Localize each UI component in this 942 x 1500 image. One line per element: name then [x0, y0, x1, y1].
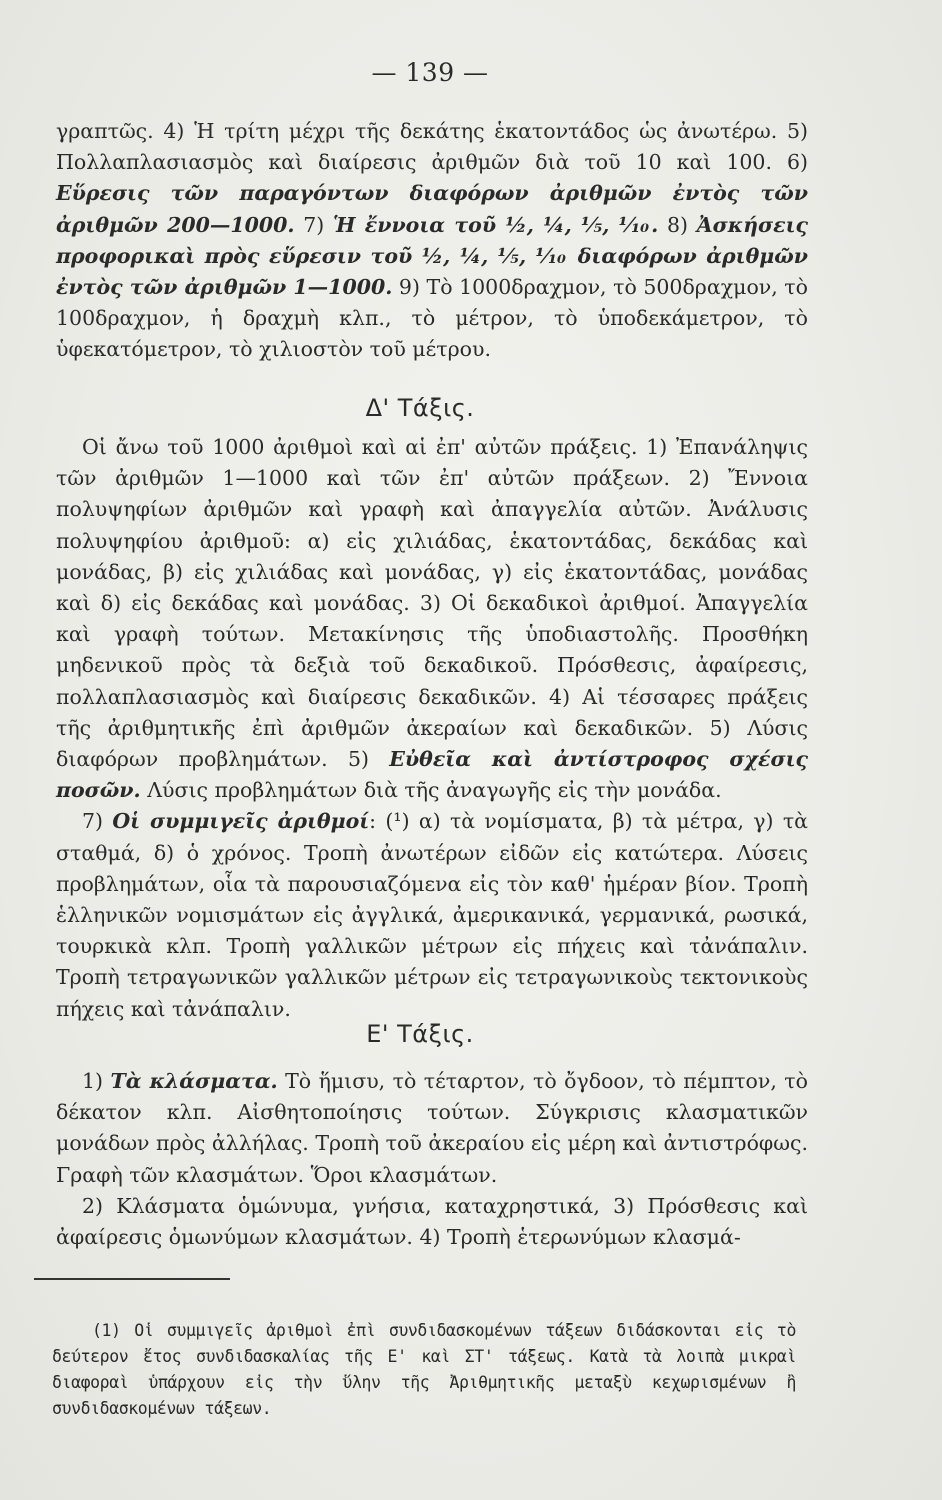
section-e-body: [56, 1066, 808, 1253]
paragraph: [56, 806, 808, 1024]
text-run: : (¹) α) τὰ νομίσματα, β) τὰ μέτρα, γ) τὰ σταθμά, δ) ὁ χρόνος. Τροπὴ ἀνωτέρων εἰδῶν εἰς κατώτερα. Λύσεις προβλημάτων, οἷα τὰ παρουσιαζόμενα εἰς τὸν καθ' ἡμέραν βίον. Τροπὴ ἑλληνικῶν νομισμάτων εἰς ἀγγλικά, ἀμερικανικά, γερμανικά, ρωσικά, τουρκικὰ κλπ. Τροπὴ γαλλικῶν μέτρων εἰς πήχεις καὶ τἀνάπαλιν. Τροπὴ τετραγωνικῶν γαλλικῶν μέτρων εἰς τετραγωνικοὺς τεκτονικοὺς πήχεις καὶ τἀνάπαλιν.: [56, 809, 808, 1021]
italic-run: Ἀσκήσεις προφορικαὶ πρὸς εὕρεσιν τοῦ ½, ¼, ⅕, ⅒ διαφόρων ἀριθμῶν ἐντὸς τῶν ἀριθμῶν 1—1000.: [56, 212, 809, 300]
section-c-continuation: [56, 116, 808, 366]
paragraph: [56, 432, 808, 806]
footnote-text: (1) Οἱ συμμιγεῖς ἀριθμοὶ ἐπὶ συνδιδασκομένων τάξεων διδάσκονται εἰς τὸ δεύτερον ἔτος συνδιδασκαλίας τῆς Ε' καὶ ΣΤ' τάξεως. Κατὰ τὰ λοιπὰ μικραὶ διαφοραὶ ὑπάρχουν εἰς τὴν ὕλην τῆς Ἀριθμητικῆς μεταξὺ κεχωρισμένων ἢ συνδιδασκομένων τάξεων.: [52, 1321, 796, 1418]
footnote-separator: [34, 1278, 230, 1280]
text-run: Οἱ ἄνω τοῦ 1000 ἀριθμοὶ καὶ αἱ ἐπ' αὐτῶν πράξεις. 1) Ἐπανάληψις τῶν ἀριθμῶν 1—1000 καὶ τῶν ἐπ' αὐτῶν πράξεων. 2) Ἔννοια πολυψηφίων ἀριθμῶν καὶ γραφὴ καὶ ἀπαγγελία αὐτῶν. Ἀνάλυσις πολυψηφίου ἀριθμοῦ: α) εἰς χιλιάδας, ἑκατοντάδας, δεκάδας καὶ μονάδας, β) εἰς χιλιάδας καὶ μονάδας, γ) εἰς ἑκατοντάδας, μονάδας καὶ δ) εἰς δεκάδας καὶ μονάδας. 3) Οἱ δεκαδικοὶ ἀριθμοί. Ἀπαγγελία καὶ γραφὴ τούτων. Μετακίνησις τῆς ὑποδιαστολῆς. Προσθήκη μηδενικοῦ πρὸς τὰ δεξιὰ τοῦ δεκαδικοῦ. Πρόσθεσις, ἀφαίρεσις, πολλαπλασιασμὸς καὶ διαίρεσις δεκαδικῶν. 4) Αἱ τέσσαρες πράξεις τῆς ἀριθμητικῆς ἐπὶ ἀριθμῶν ἀκεραίων καὶ δεκαδικῶν. 5) Λύσις διαφόρων προβλημάτων. 5): [56, 435, 808, 772]
text-run: 7): [294, 212, 334, 237]
text-run: 9) Τὸ 1000δραχμον, τὸ 500δραχμον, τὸ 100δραχμον, ἡ δραχμὴ κλπ., τὸ μέτρον, τὸ ὑποδεκάμετρον, τὸ ὑφεκατόμετρον, τὸ χιλιοστὸν τοῦ μέτρου.: [56, 275, 808, 362]
section-heading-d: Δ' Τάξις.: [365, 394, 475, 422]
paragraph: [56, 1066, 808, 1191]
text-run: 1): [82, 1069, 111, 1093]
text-run: γραπτῶς. 4) Ἡ τρίτη μέχρι τῆς δεκάτης ἑκατοντάδος ὡς ἀνωτέρω. 5) Πολλαπλασιασμὸς καὶ διαίρεσις ἀριθμῶν διὰ τοῦ 10 καὶ 100. 6): [56, 119, 808, 175]
text-run: 8): [658, 212, 697, 237]
italic-run: Τὰ κλάσματα.: [110, 1069, 278, 1093]
text-run: Τὸ ἥμισυ, τὸ τέταρτον, τὸ ὄγδοον, τὸ πέμπτον, τὸ δέκατον κλπ. Αἰσθητοποίησις τούτων. Σύγκρισις κλασματικῶν μονάδων πρὸς ἀλλήλας. Τροπὴ τοῦ ἀκεραίου εἰς μέρη καὶ ἀντιστρόφως. Γραφὴ τῶν κλασμάτων. Ὅροι κλασμάτων.: [56, 1069, 809, 1187]
italic-run: Οἱ συμμιγεῖς ἀριθμοί: [112, 809, 370, 834]
paragraph: 2) Κλάσματα ὁμώνυμα, γνήσια, καταχρηστικά, 3) Πρόσθεσις καὶ ἀφαίρεσις ὁμωνύμων κλασμάτων. 4) Τροπὴ ἑτερωνύμων κλασμά-: [56, 1193, 808, 1250]
paragraph: [56, 116, 808, 366]
text-run: Λύσις προβλημάτων διὰ τῆς ἀναγωγῆς εἰς τὴν μονάδα.: [140, 778, 722, 803]
italic-run: Εὐθεῖα καὶ ἀντίστροφος σχέσις ποσῶν.: [56, 747, 809, 803]
text-run: 7): [82, 809, 113, 834]
page-number: — 139 —: [371, 58, 489, 87]
italic-run: Εὕρεσις τῶν παραγόντων διαφόρων ἀριθμῶν ἐντὸς τῶν ἀριθμῶν 200—1000.: [56, 181, 808, 237]
italic-run: Ἡ ἔννοια τοῦ ½, ¼, ⅕, ⅒.: [333, 212, 659, 237]
section-heading-e: Ε' Τάξις.: [366, 1020, 474, 1048]
section-d-body: [56, 432, 808, 1025]
footnote: [52, 1318, 796, 1422]
